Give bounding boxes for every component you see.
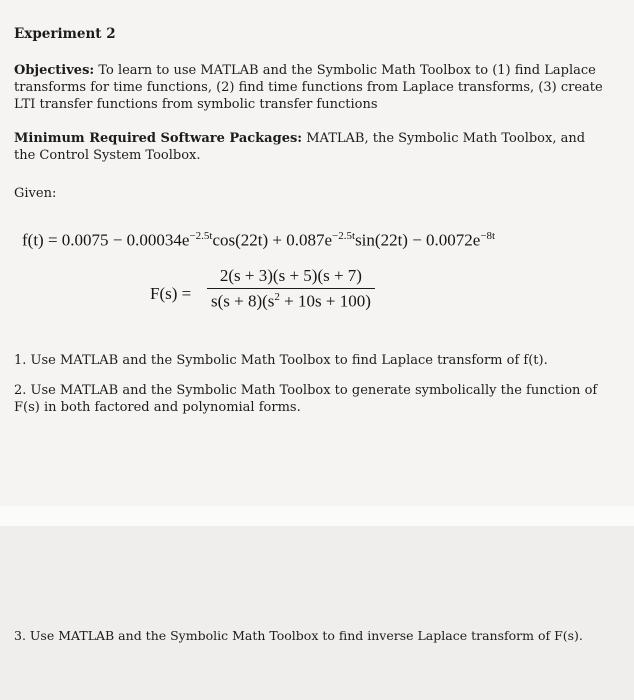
ft-exponent-3: −8t: [480, 230, 496, 242]
packages-label: Minimum Required Software Packages:: [14, 131, 303, 146]
ft-exponent-1: −2.5t: [189, 230, 213, 242]
ft-exponent-2: −2.5t: [332, 230, 356, 242]
packages-text: MATLAB, the Symbolic Math Toolbox, and the Control System Toolbox.: [14, 131, 586, 163]
question-2: 2. Use MATLAB and the Symbolic Math Toolbox to generate symbolically the function of F(s) in both factored and polynomial forms.: [14, 383, 598, 415]
objectives-label: Objectives:: [14, 63, 95, 78]
transfer-function-lhs: F(s) =: [150, 284, 192, 303]
fraction-bar: [207, 288, 375, 289]
experiment-title: Experiment 2: [14, 26, 116, 42]
page-lower-section: [0, 526, 634, 700]
transfer-function-numerator: 2(s + 3)(s + 5)(s + 7): [219, 266, 362, 285]
den-part-1: s(s + 8)(s: [211, 291, 275, 311]
transfer-function-denominator: [207, 291, 375, 312]
den-exponent: 2: [274, 291, 280, 303]
objectives-paragraph: [14, 62, 604, 113]
time-function-equation: [22, 230, 495, 251]
packages-paragraph: [14, 130, 604, 164]
transfer-function-fraction: [207, 266, 375, 312]
objectives-text: To learn to use MATLAB and the Symbolic Math Toolbox to (1) find Laplace transforms for time functions, (2) find time functions from Laplace transforms, (3) create LTI transfer functions from symbolic transfer functions: [14, 63, 603, 112]
question-3: 3. Use MATLAB and the Symbolic Math Toolbox to find inverse Laplace transform of F(s).: [14, 628, 583, 643]
question-1: 1. Use MATLAB and the Symbolic Math Toolbox to find Laplace transform of f(t).: [14, 353, 548, 368]
ft-part-2: cos(22t) + 0.087e: [212, 230, 333, 250]
ft-part-3: sin(22t) − 0.0072e: [355, 230, 481, 250]
given-label: Given:: [14, 186, 57, 201]
page-gap: [0, 506, 634, 526]
ft-lhs: f(t) = 0.0075 − 0.00034e: [22, 230, 190, 250]
den-part-2: + 10s + 100): [279, 291, 371, 311]
